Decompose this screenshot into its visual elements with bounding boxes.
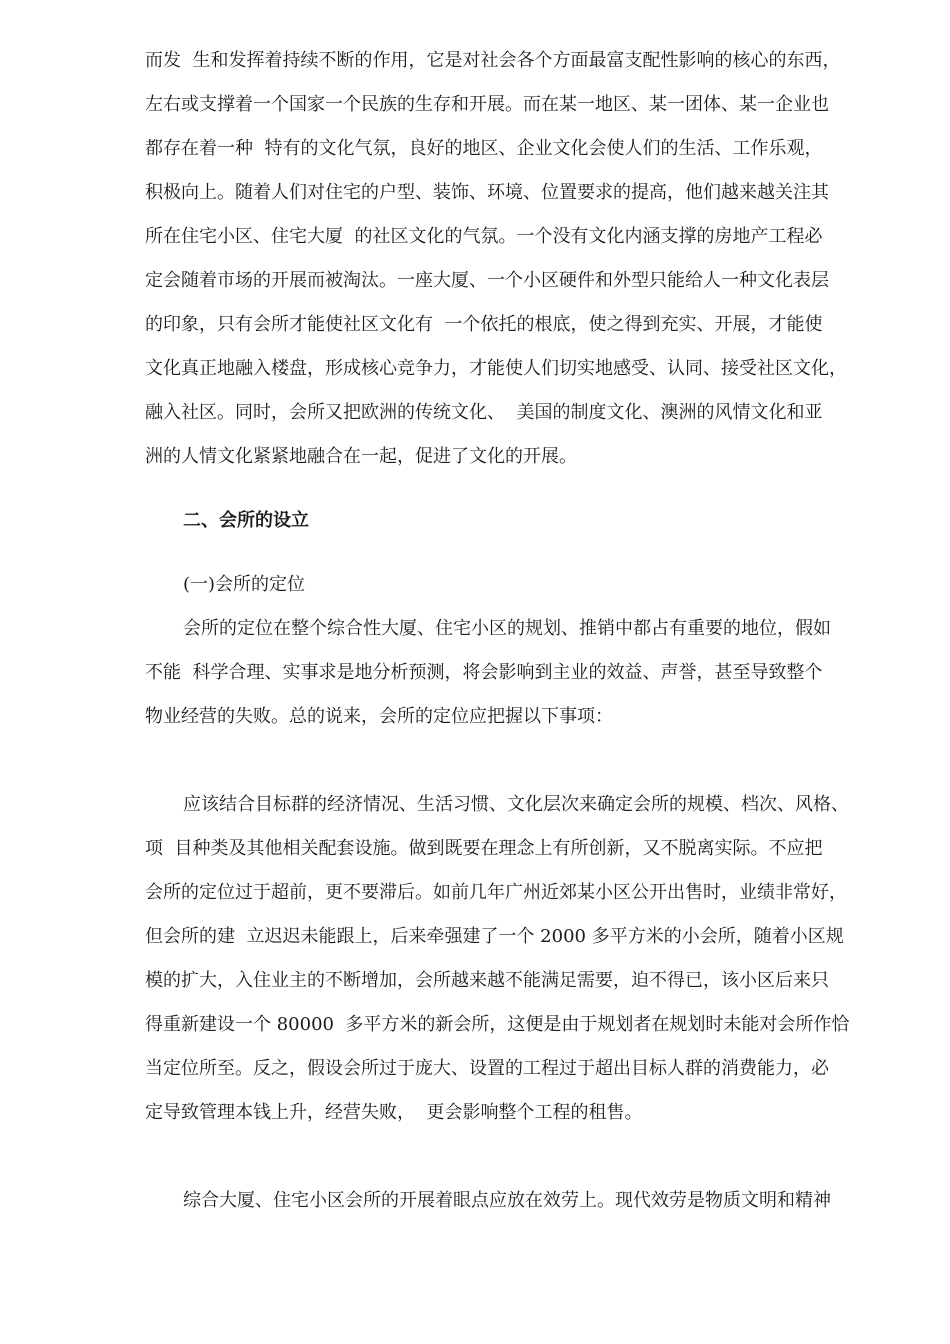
paragraph-line: 得重新建设一个 80000 多平方米的新会所，这便是由于规划者在规划时未能对会所作恰: [145, 1014, 850, 1035]
paragraph-line: 模的扩大，入住业主的不断增加，会所越来越不能满足需要，迫不得已，该小区后来只: [145, 970, 829, 991]
paragraph-line: 而发 生和发挥着持续不断的作用，它是对社会各个方面最富支配性影响的核心的东西，: [145, 50, 841, 71]
paragraph-line: 不能 科学合理、实事求是地分析预测，将会影响到主业的效益、声誉，甚至导致整个: [145, 662, 823, 683]
paragraph-line: 会所的定位过于超前，更不要滞后。如前几年广州近郊某小区公开出售时，业绩非常好，: [145, 882, 847, 903]
paragraph-line: 积极向上。随着人们对住宅的户型、装饰、环境、位置要求的提高，他们越来越关注其: [145, 182, 829, 203]
paragraph-line: 但会所的建 立迟迟未能跟上，后来牵强建了一个 2000 多平方米的小会所，随着小区规: [145, 926, 844, 947]
paragraph-line: 物业经营的失败。总的说来，会所的定位应把握以下事项：: [145, 706, 613, 727]
paragraph-line: 当定位所至。反之，假设会所过于庞大、设置的工程过于超出目标人群的消费能力，必: [145, 1058, 829, 1079]
paragraph-line: 会所的定位在整个综合性大厦、住宅小区的规划、推销中都占有重要的地位，假如: [183, 618, 831, 639]
paragraph-line: 定导致管理本钱上升，经营失败， 更会影响整个工程的租售。: [145, 1102, 643, 1123]
section-heading: 二、会所的设立: [183, 510, 309, 531]
paragraph-line: 洲的人情文化紧紧地融合在一起，促进了文化的开展。: [145, 446, 577, 467]
paragraph-line: 应该结合目标群的经济情况、生活习惯、文化层次来确定会所的规模、档次、风格、: [183, 794, 849, 815]
sub-heading: (一)会所的定位: [183, 574, 306, 595]
paragraph-line: 定会随着市场的开展而被淘汰。一座大厦、一个小区硬件和外型只能给人一种文化表层: [145, 270, 829, 291]
paragraph-line: 融入社区。同时，会所又把欧洲的传统文化、 美国的制度文化、澳洲的风情文化和亚: [145, 402, 823, 423]
paragraph-line: 综合大厦、住宅小区会所的开展着眼点应放在效劳上。现代效劳是物质文明和精神: [183, 1190, 831, 1211]
paragraph-line: 左右或支撑着一个国家一个民族的生存和开展。而在某一地区、某一团体、某一企业也: [145, 94, 829, 115]
paragraph-line: 都存在着一种 特有的文化气氛，良好的地区、企业文化会使人们的生活、工作乐观，: [145, 138, 823, 159]
paragraph-line: 项 目种类及其他相关配套设施。做到既要在理念上有所创新，又不脱离实际。不应把: [145, 838, 823, 859]
paragraph-line: 文化真正地融入楼盘，形成核心竞争力，才能使人们切实地感受、认同、接受社区文化，: [145, 358, 847, 379]
paragraph-line: 的印象，只有会所才能使社区文化有 一个依托的根底，使之得到充实、开展，才能使: [145, 314, 823, 335]
paragraph-line: 所在住宅小区、住宅大厦 的社区文化的气氛。一个没有文化内涵支撑的房地产工程必: [145, 226, 823, 247]
